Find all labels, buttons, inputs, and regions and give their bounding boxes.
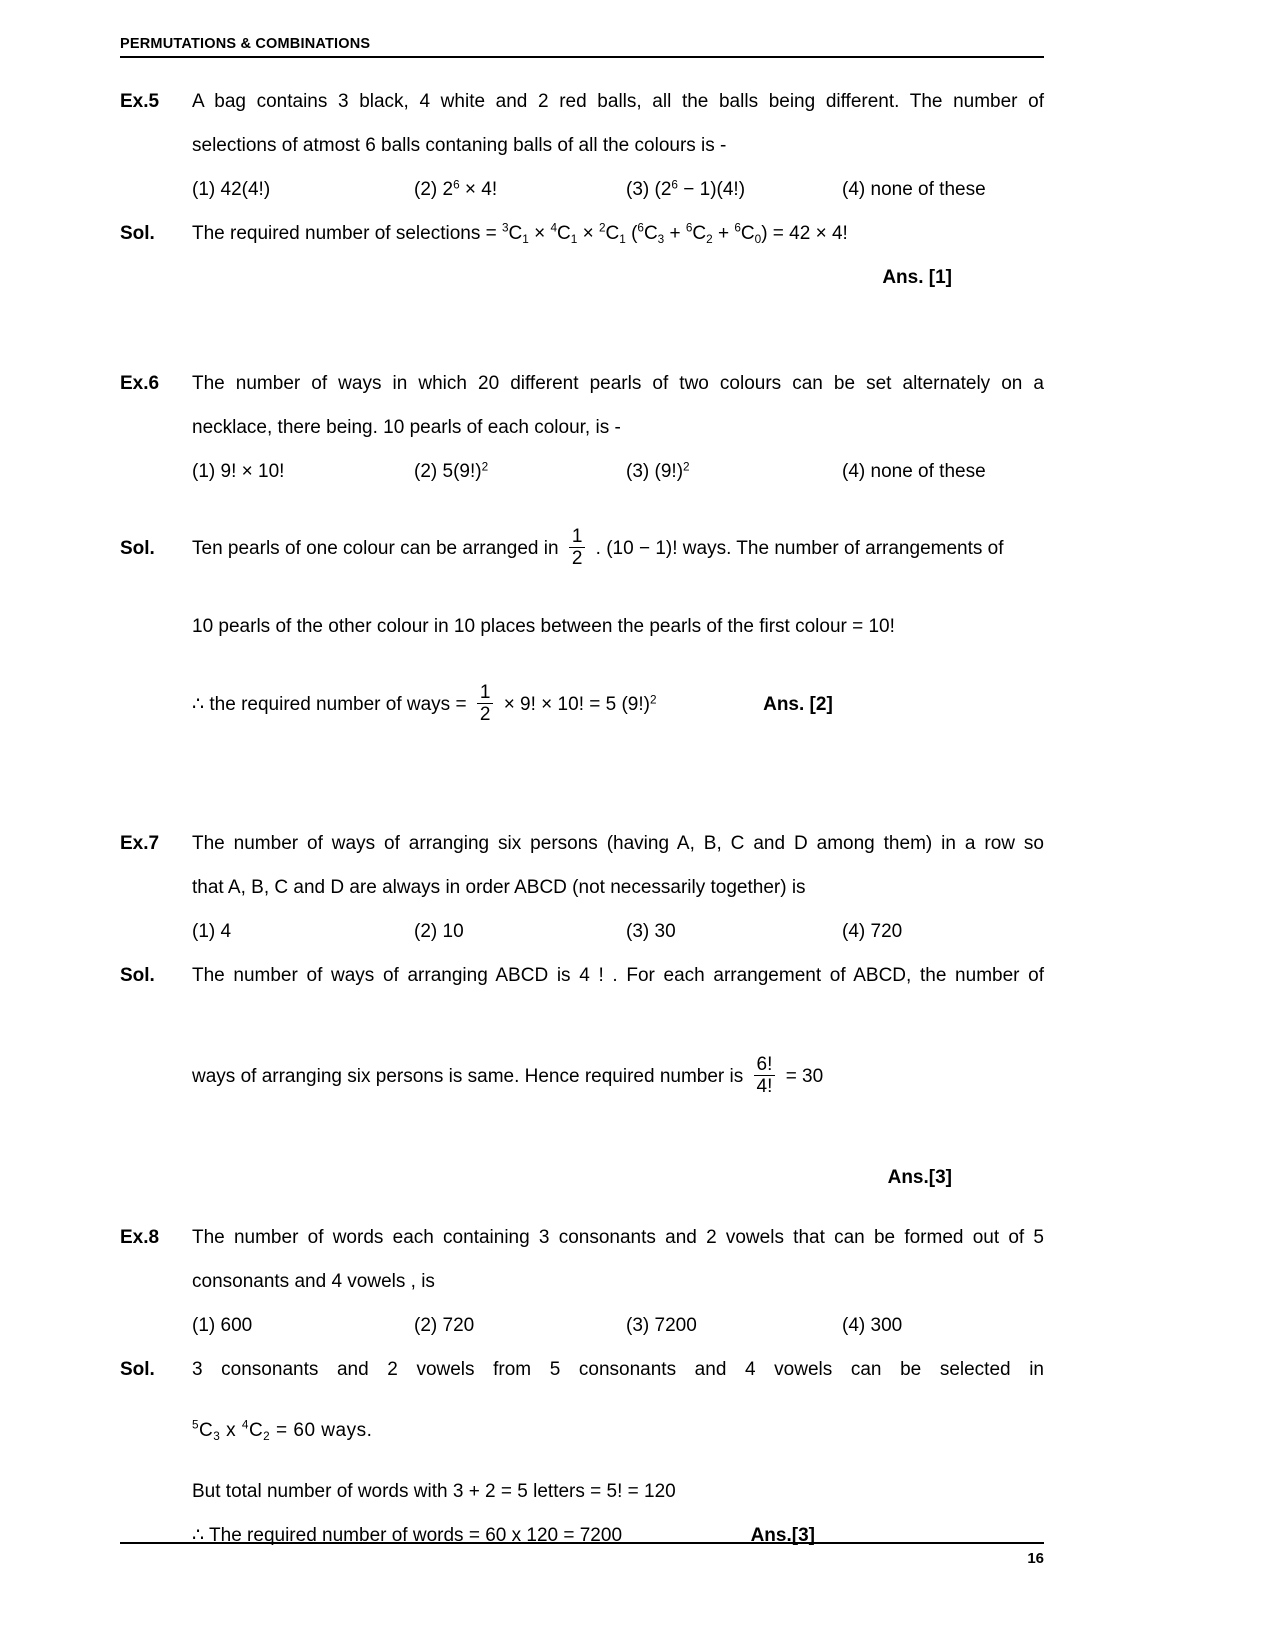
solution-line-3 [192, 666, 1044, 744]
option-2-text: 10 [442, 921, 464, 942]
option-3-text: 7200 [654, 1315, 697, 1336]
option-4-prefix: (4) [842, 179, 866, 200]
c1-letter: C [199, 1420, 214, 1441]
option-2-prefix: (2) [414, 179, 438, 200]
solution-line-2 [192, 1392, 1044, 1470]
c3-superscript: 2 [598, 221, 606, 235]
exercise-6-options-row [120, 450, 1044, 494]
multiplication-symbol: x [226, 1420, 237, 1441]
combination-term-1: $^3C_1$ [501, 221, 529, 246]
option-1[interactable] [192, 168, 414, 212]
exercise-6-solution-text [192, 510, 1044, 744]
fraction-denominator: 2 [477, 703, 494, 725]
solution-line-2: 10 pearls of the other colour in 10 places between the pearls of the first colour = 10! [192, 616, 895, 637]
solution-line-2-tail: = 60 ways. [276, 1420, 373, 1441]
option-4[interactable] [842, 168, 986, 212]
exercise-8-options-row [120, 1304, 1044, 1348]
option-3-exponent: 2 [683, 460, 690, 474]
spacer [120, 494, 1163, 510]
page-number: 16 [1027, 1550, 1044, 1567]
exercise-5-line-1: A bag contains 3 black, 4 white and 2 red balls, all the balls being different. The number of [192, 91, 1044, 112]
c1-superscript: 5 [192, 1418, 200, 1432]
fraction-denominator: 4! [754, 1075, 776, 1097]
grouped-combinations: $(^6C_3 + ^6C_2 + ^6C_0)$ [631, 221, 768, 246]
spacer [120, 1116, 1163, 1156]
exercise-8-solution-text [192, 1348, 1044, 1558]
option-4-text: none of these [870, 179, 986, 200]
exercise-5-line-2: selections of atmost 6 balls contaning balls of all the colours is - [192, 135, 727, 156]
c5-subscript: 2 [706, 232, 713, 246]
solution-line-1-prefix: Ten pearls of one colour can be arranged in [192, 538, 559, 559]
exercise-7-options-row [120, 910, 1044, 954]
exercise-5-options [192, 168, 1044, 212]
combination-term-2: $^4C_1$ [550, 221, 578, 246]
solution-line-1: The number of ways of arranging ABCD is 4 ! . For each arrangement of ABCD, the number of [192, 965, 1044, 986]
c4-superscript: 6 [637, 221, 644, 235]
fraction-denominator: 2 [569, 547, 586, 569]
c2-subscript: 1 [570, 232, 578, 246]
solution-line-3-exponent: 2 [649, 693, 657, 707]
option-3-prefix: (3) [626, 461, 650, 482]
c1-subscript: 3 [213, 1429, 221, 1443]
c2-subscript: 2 [263, 1429, 271, 1443]
solution-line-1-suffix: . (10 − 1)! ways. The number of arrangements of [595, 538, 1004, 559]
solution-tail: = 42 × 4! [772, 223, 848, 244]
exercise-6-question [120, 362, 1044, 450]
exercise-6-answer: Ans. [2] [763, 694, 833, 715]
option-2-rest: × 4! [464, 179, 498, 200]
option-3-base: (9!) [654, 461, 684, 482]
option-3-prefix: (3) [626, 1315, 650, 1336]
exercise-8-line-1: The number of words each containing 3 consonants and 2 vowels that can be formed out of 5 [192, 1227, 1044, 1248]
solution-line-3-prefix: the required number of ways = [209, 694, 467, 715]
option-1-prefix: (1) [192, 1315, 216, 1336]
option-3[interactable] [626, 910, 842, 954]
section-gap [120, 744, 1163, 822]
c3-subscript: 1 [619, 232, 626, 246]
option-2-prefix: (2) [414, 461, 438, 482]
option-1-text: 600 [220, 1315, 253, 1336]
c6-superscript: 6 [734, 221, 741, 235]
spacer [192, 998, 1044, 1038]
c1-subscript: 1 [522, 232, 529, 246]
exercise-8-line-2: consonants and 4 vowels , is [192, 1271, 435, 1292]
c6-subscript: 0 [754, 232, 762, 246]
exercise-6-line-1: The number of ways in which 20 different pearls of two colours can be set alternately on a [192, 373, 1044, 394]
solution-line-1: 3 consonants and 2 vowels from 5 consonants and 4 vowels can be selected in [192, 1359, 1044, 1380]
section-gap [120, 1200, 1163, 1216]
solution-line-3-suffix: × 9! × 10! = 5 (9!) [503, 694, 650, 715]
option-1[interactable] [192, 1304, 414, 1348]
option-4-prefix: (4) [842, 1315, 866, 1336]
option-1[interactable] [192, 910, 414, 954]
c5-superscript: 6 [685, 221, 693, 235]
option-2-prefix: (2) [414, 1315, 438, 1336]
option-1[interactable] [192, 450, 414, 494]
exercise-5-answer: Ans. [1] [882, 267, 952, 288]
exercise-7-options [192, 910, 1044, 954]
exercise-7-text [192, 822, 1044, 910]
exercise-5-solution [120, 212, 1044, 256]
exercise-5-question [120, 80, 1044, 168]
option-3-rest: − 1)(4!) [683, 179, 746, 200]
option-1-prefix: (1) [192, 179, 216, 200]
therefore-symbol: ∴ [192, 1525, 205, 1546]
option-1-text: 9! × 10! [220, 461, 285, 482]
exercise-6-solution [120, 510, 1044, 744]
option-4-text: none of these [870, 461, 986, 482]
option-2-exponent: 2 [481, 460, 489, 474]
option-3-open: (2 [654, 179, 672, 200]
option-4[interactable] [842, 1304, 902, 1348]
fraction-six-factorial-over-four-factorial [754, 1055, 776, 1098]
fraction-numerator: 6! [756, 1053, 773, 1075]
section-gap [120, 300, 1163, 362]
exercise-7-answer: Ans.[3] [887, 1167, 952, 1188]
solution-label: Sol. [120, 538, 155, 559]
therefore-symbol: ∴ [192, 694, 205, 715]
c2-superscript: 4 [550, 221, 558, 235]
exercise-8-question [120, 1216, 1044, 1304]
option-4-text: 720 [870, 921, 903, 942]
option-2[interactable] [414, 910, 626, 954]
option-1-prefix: (1) [192, 921, 216, 942]
option-4-text: 300 [870, 1315, 903, 1336]
combination-term-3: $^2C_1$ [598, 221, 626, 246]
option-4-prefix: (4) [842, 461, 866, 482]
solution-lead: The required number of selections = [192, 223, 497, 244]
solution-line-1 [192, 510, 1044, 588]
exercise-7-question [120, 822, 1044, 910]
option-3[interactable] [626, 168, 842, 212]
option-3-exponent: 6 [671, 178, 678, 192]
exercise-5-solution-text: The required number of selections = $^3C_1 \times ^4C_1 \times ^2C_1$ $(^6C_3 + ^6C_2 + ^6C_0) = 42 \times 4$! [192, 221, 848, 246]
c4-subscript: 3 [657, 232, 665, 246]
solution-line-2-prefix: ways of arranging six persons is same. Hence required number is [192, 1066, 744, 1087]
solution-line-3: But total number of words with 3 + 2 = 5 letters = 5! = 120 [192, 1481, 676, 1502]
exercise-7-solution-text [192, 954, 1044, 1116]
exercise-8-text [192, 1216, 1044, 1304]
fraction-one-half [477, 683, 494, 726]
footer-divider [120, 1542, 1044, 1544]
option-2[interactable] [414, 1304, 626, 1348]
fraction-one-half [569, 527, 586, 570]
solution-line-2 [192, 1038, 1044, 1116]
option-2-text: 720 [442, 1315, 475, 1336]
solution-line-4-text: The required number of words = 60 x 120 = 7200 [209, 1525, 623, 1546]
option-4[interactable] [842, 450, 986, 494]
page-header: PERMUTATIONS & COMBINATIONS [120, 36, 371, 52]
option-3-prefix: (3) [626, 921, 650, 942]
exercise-8-options [192, 1304, 1044, 1348]
header-divider [120, 56, 1044, 58]
option-3-text: 30 [654, 921, 676, 942]
exercise-6-line-2: necklace, there being. 10 pearls of each colour, is - [192, 417, 621, 438]
fraction-numerator: 1 [479, 681, 491, 703]
exercise-7-solution [120, 954, 1044, 1116]
c1-superscript: 3 [501, 221, 509, 235]
exercise-6-text [192, 362, 1044, 450]
exercise-8-label: Ex.8 [120, 1227, 160, 1248]
fraction-numerator: 1 [571, 525, 583, 547]
c2-letter: C [248, 1420, 264, 1441]
option-2-prefix: (2) [414, 921, 438, 942]
exercise-8-answer: Ans.[3] [750, 1525, 815, 1546]
option-2[interactable] [414, 450, 626, 494]
exercise-5-text [192, 80, 1044, 168]
option-2-base: 2 [442, 179, 454, 200]
solution-label: Sol. [120, 223, 155, 244]
option-3[interactable] [626, 450, 842, 494]
exercise-6-label: Ex.6 [120, 373, 160, 394]
solution-label: Sol. [120, 965, 155, 986]
option-1-text: 4 [220, 921, 232, 942]
option-1-text: 42(4!) [220, 179, 271, 200]
exercise-5-label: Ex.5 [120, 91, 160, 112]
option-2-base: 5(9!) [442, 461, 482, 482]
exercise-8-solution [120, 1348, 1044, 1558]
option-4[interactable] [842, 910, 902, 954]
option-4-prefix: (4) [842, 921, 866, 942]
option-1-prefix: (1) [192, 461, 216, 482]
option-3[interactable] [626, 1304, 842, 1348]
c2-superscript: 4 [241, 1418, 249, 1432]
option-2[interactable] [414, 168, 626, 212]
exercise-7-line-2: that A, B, C and D are always in order ABCD (not necessarily together) is [192, 877, 806, 898]
exercise-7-label: Ex.7 [120, 833, 160, 854]
option-3-prefix: (3) [626, 179, 650, 200]
solution-line-2-suffix: = 30 [785, 1066, 824, 1087]
solution-label: Sol. [120, 1359, 155, 1380]
exercise-6-options [192, 450, 1044, 494]
exercise-7-line-1: The number of ways of arranging six persons (having A, B, C and D among them) in a row so [192, 833, 1044, 854]
option-2-exponent: 6 [453, 178, 460, 192]
exercise-5-options-row [120, 168, 1044, 212]
